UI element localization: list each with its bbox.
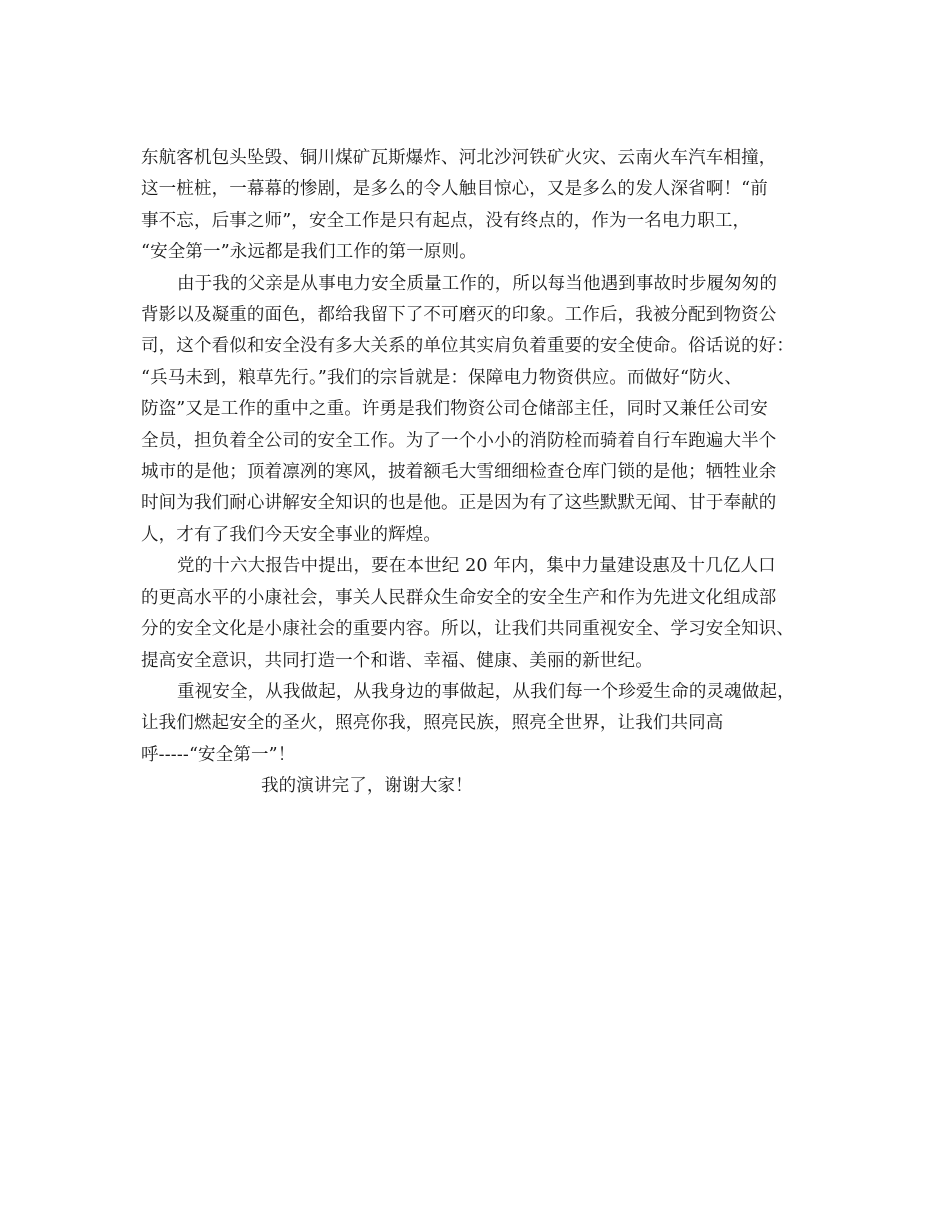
text-line: 提高安全意识，共同打造一个和谐、幸福、健康、美丽的新世纪。 bbox=[141, 650, 653, 671]
paragraph-3 bbox=[141, 551, 831, 677]
speech-body bbox=[141, 143, 831, 803]
text-line: 背影以及凝重的面色，都给我留下了不可磨灭的印象。工作后，我被分配到物资公 bbox=[141, 305, 777, 326]
text-line: 人，才有了我们今天安全事业的辉煌。 bbox=[141, 524, 442, 545]
paragraph-2 bbox=[141, 269, 831, 552]
text-line: 东航客机包头坠毁、铜川煤矿瓦斯爆炸、河北沙河铁矿火灾、云南火车汽车相撞， bbox=[141, 148, 777, 168]
text-line: 由于我的父亲是从事电力安全质量工作的，所以每当他遇到事故时步履匆匆的 bbox=[177, 273, 778, 294]
paragraph-4 bbox=[141, 677, 831, 771]
text-line: 这一桩桩，一幕幕的惨剧，是多么的令人触目惊心，又是多么的发人深省啊！“前 bbox=[141, 179, 768, 200]
text-line: 城市的是他；顶着凛冽的寒风，披着额毛大雪细细检查仓库门锁的是他；牺牲业余 bbox=[141, 462, 777, 483]
text-line: 呼-----“安全第一”！ bbox=[141, 744, 296, 765]
text-line: 重视安全，从我做起，从我身边的事做起，从我们每一个珍爱生命的灵魂做起， bbox=[177, 681, 795, 702]
text-line: 分的安全文化是小康社会的重要内容。所以，让我们共同重视安全、学习安全知识、 bbox=[141, 619, 795, 640]
closing-remark bbox=[141, 771, 831, 802]
text-line: 让我们燃起安全的圣火，照亮你我，照亮民族，照亮全世界，让我们共同高 bbox=[141, 713, 724, 734]
text-line: “兵马未到，粮草先行。”我们的宗旨就是：保障电力物资供应。而做好“防火、 bbox=[141, 367, 742, 388]
paragraph-1 bbox=[141, 143, 831, 269]
closing-line: 我的演讲完了，谢谢大家！ bbox=[261, 776, 473, 797]
text-line: “安全第一”永远都是我们工作的第一原则。 bbox=[141, 242, 477, 263]
text-line: 防盗”又是工作的重中之重。许勇是我们物资公司仓储部主任，同时又兼任公司安 bbox=[141, 399, 768, 420]
text-line: 全员，担负着全公司的安全工作。为了一个小小的消防栓而骑着自行车跑遍大半个 bbox=[141, 430, 777, 451]
text-line: 事不忘，后事之师”，安全工作是只有起点，没有终点的，作为一名电力职工， bbox=[141, 210, 751, 231]
text-line: 党的十六大报告中提出，要在本世纪 20 年内，集中力量建设惠及十几亿人口 bbox=[177, 556, 776, 577]
text-line: 时间为我们耐心讲解安全知识的也是他。正是因为有了这些默默无闻、甘于奉献的 bbox=[141, 493, 777, 514]
text-line: 的更高水平的小康社会，事关人民群众生命安全的安全生产和作为先进文化组成部 bbox=[141, 587, 777, 608]
text-line: 司，这个看似和安全没有多大关系的单位其实肩负着重要的安全使命。俗话说的好： bbox=[141, 336, 795, 357]
